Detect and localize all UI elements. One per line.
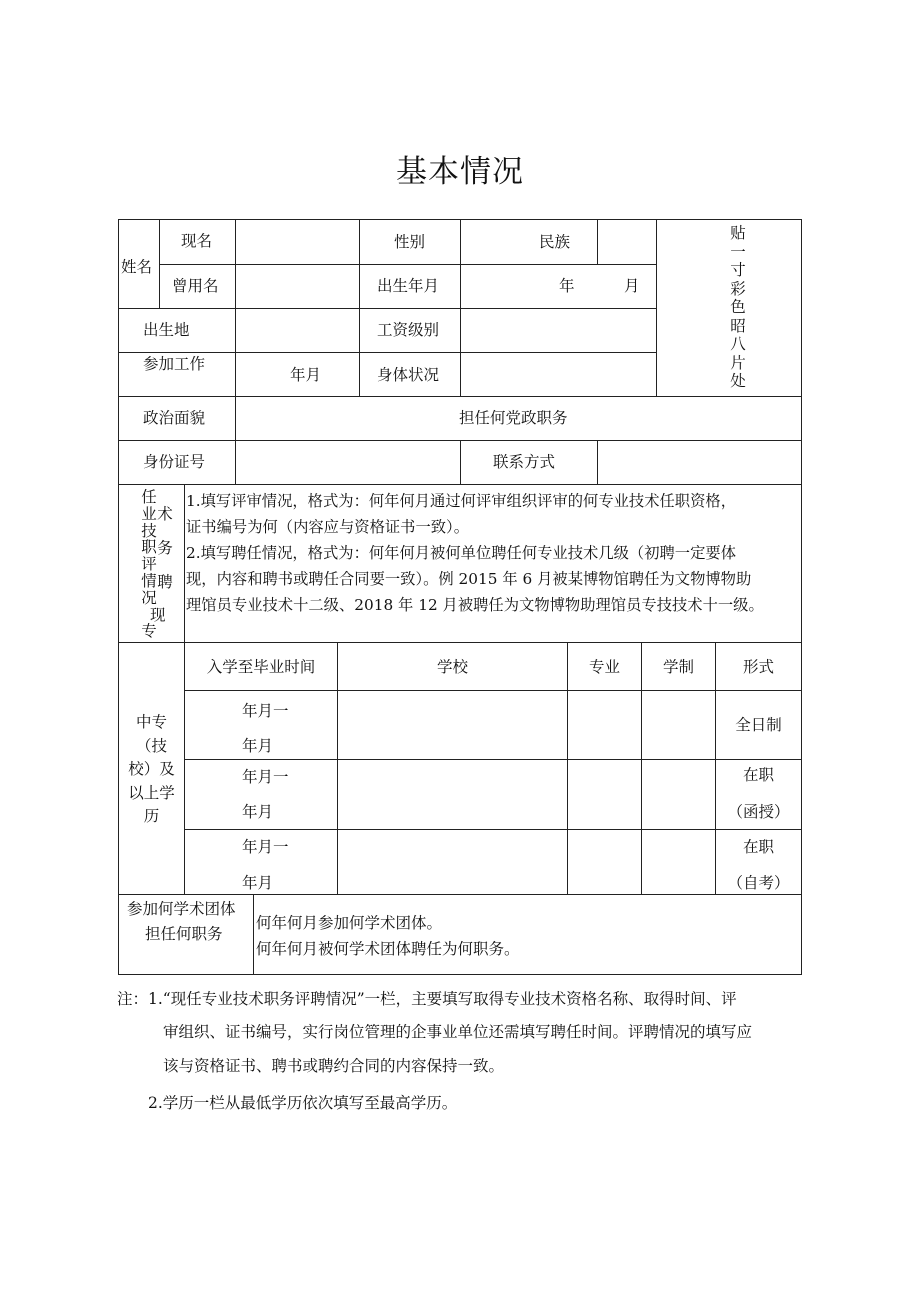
header-school: 学校 xyxy=(436,658,468,676)
photo-char: 处 xyxy=(730,372,746,390)
grid-line xyxy=(460,440,461,484)
appointment-line: 证书编号为何（内容应与资格证书一致）。 xyxy=(186,518,469,536)
ethnicity-field[interactable] xyxy=(598,220,656,264)
appointment-label-char: 任 xyxy=(141,488,157,506)
appointment-label-char: 聘 xyxy=(157,572,173,591)
appointment-side-label-col2 xyxy=(154,506,176,590)
edu-row-2-form: 在职 xyxy=(742,766,774,784)
appointment-line: 理馆员专业技术十二级、2018 年 12 月被聘任为文物博物助理馆员专技技术十一级。 xyxy=(186,596,764,614)
education-label-line: 中专 xyxy=(135,713,167,731)
party-post-label: 担任何党政职务 xyxy=(459,409,568,427)
photo-char: 片 xyxy=(730,353,746,372)
grid-line xyxy=(184,484,185,894)
edu-row-1-start: 年月一 xyxy=(242,702,289,720)
grid-line xyxy=(118,894,802,895)
grid-line xyxy=(656,219,657,396)
education-label-line: 校）及 xyxy=(128,760,175,778)
grid-line xyxy=(641,642,642,894)
photo-char: 一 xyxy=(730,242,746,261)
header-period: 入学至毕业时间 xyxy=(206,658,316,676)
former-name-label: 曾用名 xyxy=(172,277,219,295)
academic-label-line2: 担任何职务 xyxy=(145,925,223,943)
appointment-line: 1.填写评审情况，格式为：何年何月通过何评审组织评审的何专业技术任职资格， xyxy=(186,492,736,510)
note-line-3: 该与资格证书、聘书或聘约合同的内容保持一致。 xyxy=(163,1057,505,1075)
health-field[interactable] xyxy=(461,353,656,396)
contact-field[interactable] xyxy=(598,441,801,484)
table-border-left xyxy=(118,219,119,975)
edu-row-3-form: 在职 xyxy=(742,838,774,856)
current-name-field[interactable] xyxy=(236,220,359,264)
id-number-label: 身份证号 xyxy=(143,453,206,471)
edu-row-1-school[interactable] xyxy=(338,691,567,759)
photo-char: 八 xyxy=(730,335,746,353)
ethnicity-label: 民族 xyxy=(539,233,571,251)
edu-row-3-form-sub: （自考） xyxy=(727,874,790,892)
grid-line xyxy=(359,219,360,396)
edu-row-3-school[interactable] xyxy=(338,830,567,894)
appointment-label-char: 职 xyxy=(141,538,157,557)
photo-char: 昭 xyxy=(730,316,746,335)
appointment-label-char: 情 xyxy=(141,571,157,590)
name-label: 姓名 xyxy=(121,258,153,276)
join-work-label: 参加工作 xyxy=(143,355,206,373)
salary-grade-label: 工资级别 xyxy=(377,321,440,339)
grid-line xyxy=(253,894,254,975)
edu-row-2-form-sub: （函授） xyxy=(727,803,790,821)
academic-label-line1: 参加何学术团体 xyxy=(127,900,236,918)
education-label-line: 历 xyxy=(143,807,160,825)
edu-row-2-start: 年月一 xyxy=(242,768,289,786)
birth-month-unit: 月 xyxy=(624,277,640,295)
grid-line xyxy=(567,642,568,894)
header-duration: 学制 xyxy=(662,658,694,676)
salary-grade-field[interactable] xyxy=(461,309,656,352)
appointment-label-char: 专 xyxy=(141,622,157,641)
edu-row-3-start: 年月一 xyxy=(242,838,289,856)
academic-content-line2: 何年何月被何学术团体聘任为何职务。 xyxy=(256,940,520,958)
appointment-line: 2.填写聘任情况，格式为：何年何月被何单位聘任何专业技术几级（初聘一定要体 xyxy=(186,544,736,562)
contact-label: 联系方式 xyxy=(493,453,556,471)
appointment-label-char: 务 xyxy=(157,538,173,557)
gender-field[interactable] xyxy=(461,220,531,264)
health-label: 身体状况 xyxy=(377,366,440,384)
header-form: 形式 xyxy=(742,658,774,676)
grid-line xyxy=(159,219,160,308)
grid-line xyxy=(159,264,656,265)
edu-row-2-end: 年月 xyxy=(242,803,274,821)
appointment-label-char: 业 xyxy=(141,504,157,523)
photo-char: 寸 xyxy=(730,261,746,279)
edu-row-2-school[interactable] xyxy=(338,760,567,829)
education-side-label xyxy=(119,711,184,829)
photo-placeholder xyxy=(726,224,750,391)
appointment-label-char: 评 xyxy=(141,555,157,574)
appointment-line: 现，内容和聘书或聘任合同要一致）。例 2015 年 6 月被某博物馆聘任为文物博物助 xyxy=(186,570,752,588)
academic-content-line1: 何年何月参加何学术团体。 xyxy=(256,914,443,932)
note-line-1: 注：1.“现任专业技术职务评聘情况”一栏，主要填写取得专业技术资格名称、取得时间、评 xyxy=(117,990,737,1008)
appointment-content[interactable] xyxy=(186,488,764,618)
gender-label: 性别 xyxy=(394,233,426,251)
photo-char: 贴 xyxy=(730,224,746,242)
photo-char: 彩 xyxy=(730,279,746,298)
grid-line xyxy=(118,642,802,643)
education-label-line: （技 xyxy=(135,736,167,755)
birth-year-unit: 年 xyxy=(559,277,575,295)
edu-row-1-end: 年月 xyxy=(242,737,274,755)
page-title: 基本情况 xyxy=(396,154,524,190)
political-status-label: 政治面貌 xyxy=(143,409,206,427)
note-line-4: 2.学历一栏从最低学历依次填写至最高学历。 xyxy=(148,1094,458,1112)
appointment-label-char: 技 xyxy=(141,521,157,540)
appointment-label-char: 现 xyxy=(150,605,166,624)
education-label-line: 以上学 xyxy=(128,783,175,802)
header-major: 专业 xyxy=(588,658,620,676)
grid-line xyxy=(118,484,802,485)
edu-row-3-end: 年月 xyxy=(242,874,274,892)
current-name-label: 现名 xyxy=(181,232,213,250)
table-border-bottom xyxy=(118,974,802,975)
grid-line xyxy=(118,396,802,397)
birth-date-label: 出生年月 xyxy=(377,277,440,295)
appointment-label-char: 术 xyxy=(157,505,173,523)
photo-char: 色 xyxy=(730,298,746,316)
id-number-field[interactable] xyxy=(236,441,460,484)
join-work-date: 年月 xyxy=(290,366,322,384)
former-name-field[interactable] xyxy=(236,265,359,308)
appointment-label-char: 况 xyxy=(141,588,157,607)
table-border-right xyxy=(801,219,802,975)
edu-row-1-form: 全日制 xyxy=(735,716,782,734)
birthplace-field[interactable] xyxy=(236,309,359,352)
note-line-2: 审组织、证书编号，实行岗位管理的企事业单位还需填写聘任时间。评聘情况的填写应 xyxy=(163,1023,753,1041)
birthplace-label: 出生地 xyxy=(143,321,190,339)
